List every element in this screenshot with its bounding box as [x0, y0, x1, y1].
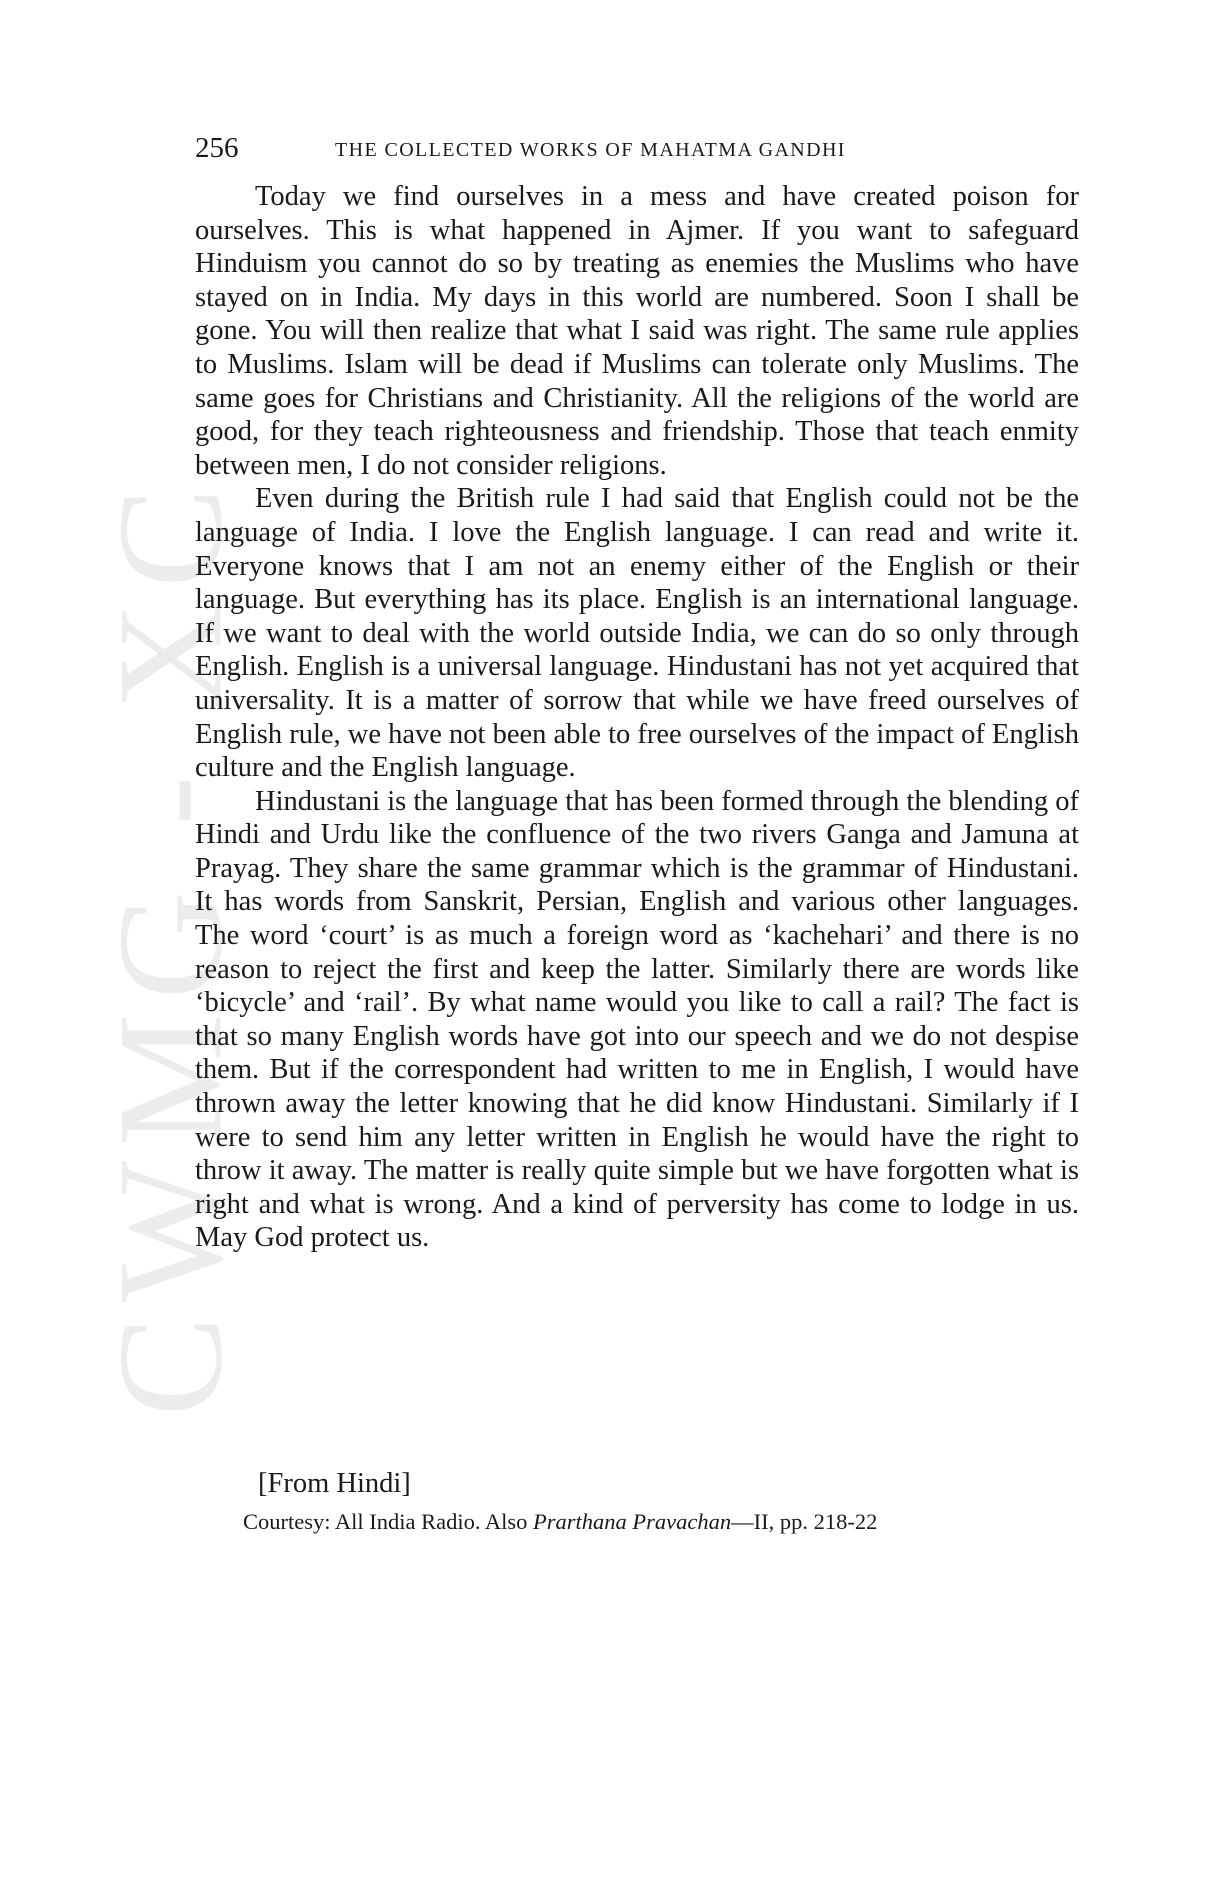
body-text	[195, 180, 1079, 1255]
page-number: 256	[195, 132, 239, 164]
paragraph: Hindustani is the language that has been formed through the blending of Hindi and Urdu like the confluence of the two rivers Ganga and Jamuna at Prayag. They share the same grammar which is the grammar of Hindustani. It has words from Sanskrit, Persian, English and various other languages. The word ‘court’ is as much a foreign word as ‘kachehari’ and there is no reason to reject the first and keep the latter. Similarly there are words like ‘bicycle’ and ‘rail’. By what name would you like to call a rail? The fact is that so many English words have got into our speech and we do not despise them. But if the correspondent had written to me in English, I would have thrown away the letter knowing that he did know Hindustani. Similarly if I were to send him any letter written in English he would have the right to throw it away. The matter is really quite simple but we have forgotten what is right and what is wrong. And a kind of perversity has come to lodge in us. May God protect us.	[195, 785, 1079, 1254]
courtesy-line	[243, 1506, 877, 1538]
watermark-text: CWMG - XC	[87, 473, 253, 1417]
paragraph: Even during the British rule I had said that English could not be the language of India. I love the English language. I can read and write it. Everyone knows that I am not an enemy either of the English or their language. But everything has its place. English is an international language. If we want to deal with the world outside India, we can do so only through English. English is a universal language. Hindustani has not yet acquired that universality. It is a matter of sorrow that while we have freed ourselves of English rule, we have not been able to free ourselves of the impact of English culture and the English language.	[195, 483, 1080, 784]
paragraph: Today we find ourselves in a mess and have created poison for ourselves. This is what happened in Ajmer. If you want to safeguard Hinduism you cannot do so by treating as enemies the Muslims who have stayed on in India. My days in this world are numbered. Soon I shall be gone. You will then realize that what I said was right. The same rule applies to Muslims. Islam will be dead if Muslims can tolerate only Muslims. The same goes for Christians and Christianity. All the religions of the world are good, for they teach righteousness and friendship. Those that teach enmity between men, I do not consider religions.	[195, 181, 1079, 481]
courtesy-suffix: —II, pp. 218-22	[731, 1509, 878, 1534]
courtesy-prefix: Courtesy: All India Radio. Also	[243, 1509, 533, 1534]
running-head: THE COLLECTED WORKS OF MAHATMA GANDHI	[335, 139, 846, 161]
page-header	[195, 128, 1085, 168]
courtesy-title: Prarthana Pravachan	[533, 1509, 732, 1534]
source-note: [From Hindi]	[258, 1468, 411, 1499]
